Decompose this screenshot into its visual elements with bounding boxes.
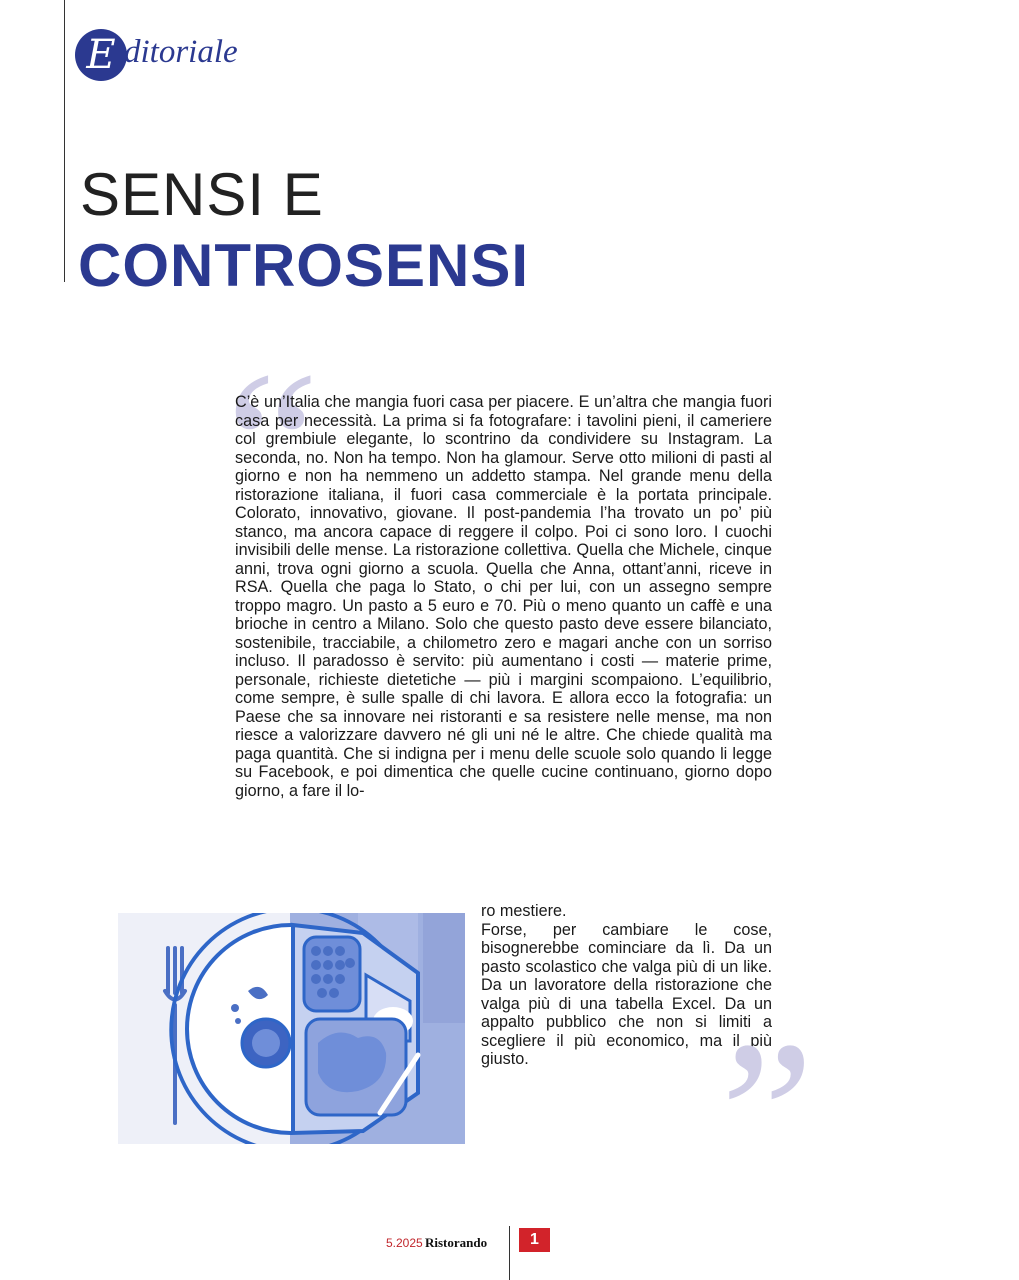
footer-rule: [509, 1226, 510, 1280]
article-body: [235, 393, 772, 800]
rubric-label: ditoriale: [124, 34, 238, 70]
close-quote-mark: ”: [698, 999, 815, 1231]
magazine-name: Ristorando: [425, 1235, 488, 1250]
title-line-1: SENSI E: [80, 161, 324, 228]
page-number: 1: [519, 1228, 550, 1252]
issue-number: 5.2025: [386, 1236, 423, 1250]
open-quote-mark: “: [205, 329, 322, 561]
header-rule: [64, 0, 65, 282]
title-line-2: CONTROSENSI: [78, 232, 530, 299]
article-paragraph-2: Forse, per cambiare le cose, bisognerebbe cominciare da lì. Da un pasto scolastico che valga più di un like. Da un lavoratore della ristorazione che valga più di una tabella Excel. Da un appalto pubblico che non si limiti a scegliere il più economico, ma il più giusto.: [481, 920, 772, 1068]
rubric-initial-badge: E: [75, 29, 127, 81]
meal-tray-illustration: [118, 913, 465, 1144]
article-paragraph-1-end: ro mestiere.: [481, 902, 567, 920]
article-paragraph-1: C’è un’Italia che mangia fuori casa per piacere. E un’altra che mangia fuori casa per necessità. La prima si fa fotografare: i tavolini pieni, il cameriere col grembiule elegante, lo scontrino da condividere su Instagram. La seconda, no. Non ha tempo. Non ha glamour. Serve otto milioni di pasti al giorno e non ha nemmeno un addetto stampa. Nel grande menu della ristorazione italiana, il fuori casa commerciale è la portata principale. Colorato, innovativo, giovane. Il post-pandemia l’ha trovato un po’ più stanco, ma ancora capace di reggere il colpo. Poi ci sono loro. I cuochi invisibili delle mense. La ristorazione collettiva. Quella che Michele, cinque anni, trova ogni giorno a scuola. Quella che Anna, ottant’anni, riceve in RSA. Quella che paga lo Stato, o chi per lui, con un assegno sempre troppo magro. Un pasto a 5 euro e 70. Più o meno quanto un caffè e una brioche in centro a Milano. Solo che questo pasto deve essere bilanciato, sostenibile, tracciabile, a chilometro zero e magari anche con un sorriso incluso. Il paradosso è servito: più aumentano i costi — materie prime, personale, richieste dietetiche — più i margini scompaiono. L’equilibrio, come sempre, è sulle spalle di chi lavora. E allora ecco la fotografia: un Paese che sa innovare nei ristoranti e sa resistere nelle mense, ma non riesce a valorizzare davvero né gli uni né le altre. Che chiede qualità ma paga quantità. Che si indigna per i menu delle scuole solo quando li legge su Facebook, e poi dimentica che quelle cucine continuano, giorno dopo giorno, a fare il lo-: [235, 393, 772, 800]
